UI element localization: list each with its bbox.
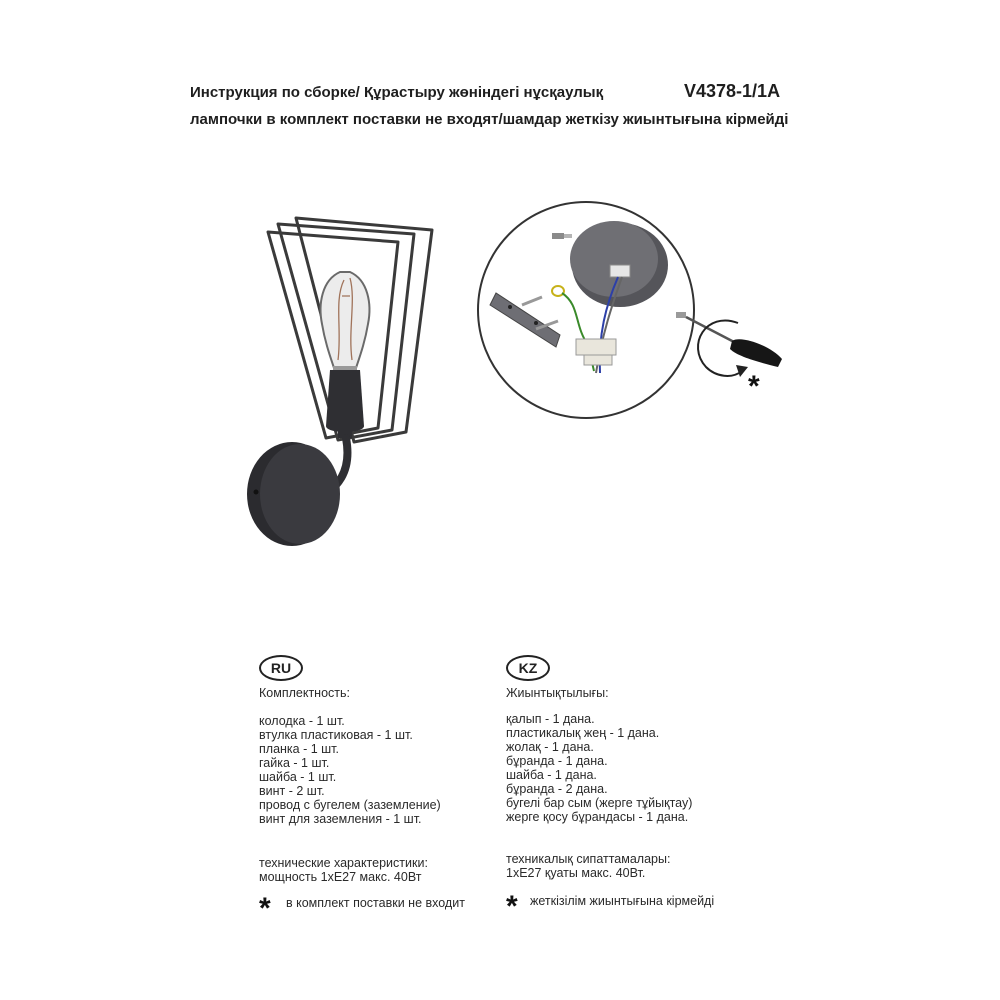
ru-note-star: * (259, 892, 271, 925)
ru-tech-title: технические характеристики: (259, 856, 428, 870)
kz-note: жеткізілім жиынтығына кірмейді (530, 894, 715, 908)
list-item: бұранда - 2 дана. (506, 782, 608, 796)
kz-items-list (506, 712, 692, 824)
list-item: бұранда - 1 дана. (506, 754, 608, 768)
kz-heading: Жиынтықтылығы: (506, 686, 609, 700)
list-item: провод с бугелем (заземление) (259, 798, 441, 812)
kz-note-star: * (506, 890, 518, 923)
list-item: шайба - 1 шт. (259, 770, 337, 784)
ru-tech-value: мощность 1хЕ27 макс. 40Вт (259, 870, 422, 884)
list-item: колодка - 1 шт. (259, 714, 345, 728)
title-line-2: лампочки в комплект поставки не входят/шамдар жеткізу жиынтығына кірмейді (190, 111, 789, 128)
ru-items-list (259, 714, 441, 826)
list-item: втулка пластиковая - 1 шт. (259, 728, 413, 742)
list-item: қалып - 1 дана. (506, 712, 595, 726)
ru-badge: RU (259, 655, 303, 681)
kz-tech-title: техникалық сипаттамалары: (506, 852, 671, 866)
list-item: шайба - 1 дана. (506, 768, 597, 782)
list-item: винт - 2 шт. (259, 784, 325, 798)
list-item: планка - 1 шт. (259, 742, 339, 756)
ru-heading: Комплектность: (259, 686, 350, 700)
list-item: жерге қосу бұрандасы - 1 дана. (506, 810, 689, 824)
list-item: жолақ - 1 дана. (506, 740, 594, 754)
list-item: бугелі бар сым (жерге тұйықтау) (506, 796, 693, 810)
list-item: пластикалық жең - 1 дана. (506, 726, 660, 740)
assembly-diagram (470, 195, 790, 425)
title-line-1: Инструкция по сборке/ Құрастыру жөніндегі нұсқаулық (190, 84, 604, 101)
bulb (321, 272, 370, 372)
kz-tech-value: 1хЕ27 қуаты макс. 40Вт. (506, 866, 646, 880)
model-code: V4378-1/1A (684, 81, 781, 101)
kz-badge: KZ (506, 655, 550, 681)
wall-lamp-illustration (230, 200, 460, 580)
not-included-star: * (748, 370, 760, 403)
list-item: гайка - 1 шт. (259, 756, 330, 770)
list-item: винт для заземления - 1 шт. (259, 812, 422, 826)
ru-note: в комплект поставки не входит (286, 896, 465, 910)
